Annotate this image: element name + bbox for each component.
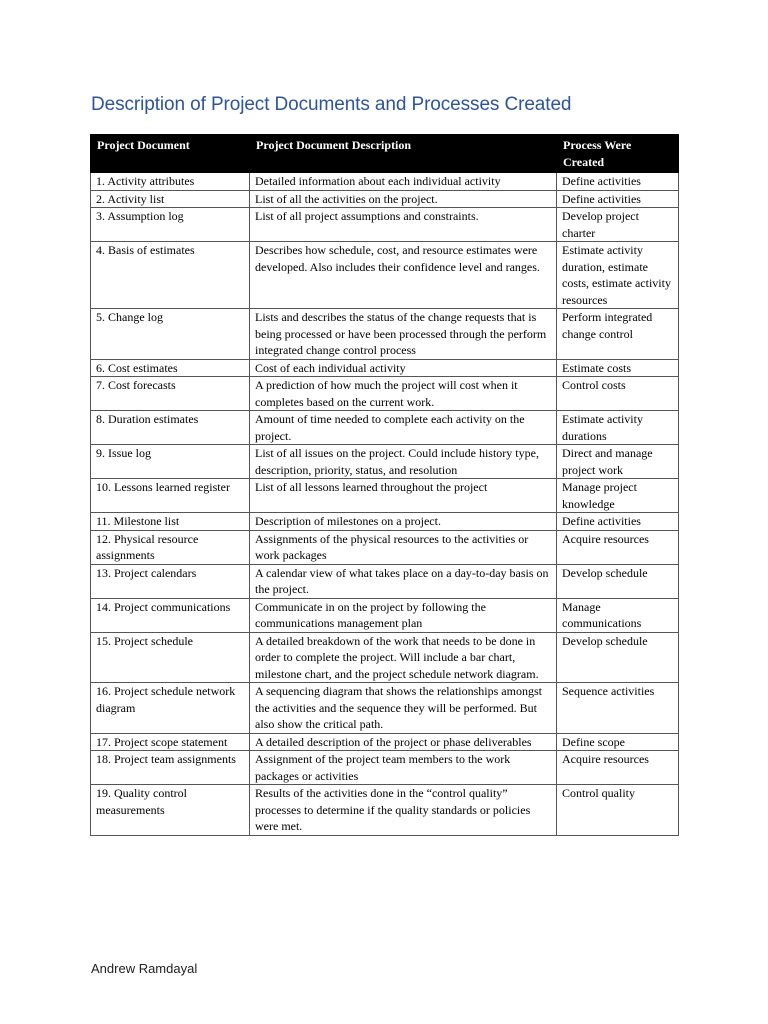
cell-document-description: A calendar view of what takes place on a day-to-day basis on the project. — [250, 564, 557, 598]
cell-document-description: Describes how schedule, cost, and resource estimates were developed. Also includes their confidence level and ranges. — [250, 242, 557, 309]
page-title: Description of Project Documents and Processes Created — [91, 94, 572, 115]
cell-document-description: List of all the activities on the project. — [250, 190, 557, 208]
table-row — [91, 564, 679, 598]
cell-document-description: Communicate in on the project by following the communications management plan — [250, 598, 557, 632]
table-row — [91, 751, 679, 785]
table-row — [91, 479, 679, 513]
cell-project-document: 14. Project communications — [91, 598, 250, 632]
cell-process-created: Define activities — [557, 513, 679, 531]
cell-process-created: Sequence activities — [557, 683, 679, 734]
cell-project-document: 2. Activity list — [91, 190, 250, 208]
cell-process-created: Estimate activity durations — [557, 411, 679, 445]
table-row — [91, 733, 679, 751]
cell-project-document: 15. Project schedule — [91, 632, 250, 683]
cell-project-document: 4. Basis of estimates — [91, 242, 250, 309]
table-row — [91, 530, 679, 564]
cell-document-description: Results of the activities done in the “control quality” processes to determine if the quality standards or policies were met. — [250, 785, 557, 836]
cell-process-created: Control costs — [557, 377, 679, 411]
cell-process-created: Direct and manage project work — [557, 445, 679, 479]
cell-process-created: Develop project charter — [557, 208, 679, 242]
cell-document-description: Amount of time needed to complete each activity on the project. — [250, 411, 557, 445]
cell-process-created: Define activities — [557, 190, 679, 208]
table-row — [91, 173, 679, 191]
table-row — [91, 411, 679, 445]
cell-process-created: Perform integrated change control — [557, 309, 679, 360]
cell-document-description: A sequencing diagram that shows the relationships amongst the activities and the sequence they will be performed. But also show the critical path. — [250, 683, 557, 734]
cell-process-created: Acquire resources — [557, 751, 679, 785]
cell-project-document: 5. Change log — [91, 309, 250, 360]
table-row — [91, 632, 679, 683]
cell-document-description: Lists and describes the status of the change requests that is being processed or have been processed through the perform integrated change control process — [250, 309, 557, 360]
header-process-created: Process Were Created — [557, 135, 679, 173]
table-row — [91, 208, 679, 242]
cell-process-created: Develop schedule — [557, 632, 679, 683]
cell-document-description: List of all project assumptions and constraints. — [250, 208, 557, 242]
cell-process-created: Define scope — [557, 733, 679, 751]
cell-project-document: 13. Project calendars — [91, 564, 250, 598]
table-body — [91, 173, 679, 836]
cell-process-created: Control quality — [557, 785, 679, 836]
cell-project-document: 16. Project schedule network diagram — [91, 683, 250, 734]
cell-document-description: List of all issues on the project. Could include history type, description, priority, status, and resolution — [250, 445, 557, 479]
cell-project-document: 17. Project scope statement — [91, 733, 250, 751]
cell-document-description: List of all lessons learned throughout the project — [250, 479, 557, 513]
table-row — [91, 359, 679, 377]
cell-project-document: 11. Milestone list — [91, 513, 250, 531]
cell-project-document: 3. Assumption log — [91, 208, 250, 242]
table-row — [91, 242, 679, 309]
footer-author: Andrew Ramdayal — [91, 961, 198, 976]
cell-document-description: Assignments of the physical resources to the activities or work packages — [250, 530, 557, 564]
cell-document-description: Assignment of the project team members to the work packages or activities — [250, 751, 557, 785]
table-row — [91, 190, 679, 208]
cell-project-document: 9. Issue log — [91, 445, 250, 479]
cell-document-description: Cost of each individual activity — [250, 359, 557, 377]
cell-project-document: 6. Cost estimates — [91, 359, 250, 377]
table-row — [91, 598, 679, 632]
header-project-document: Project Document — [91, 135, 250, 173]
cell-process-created: Acquire resources — [557, 530, 679, 564]
cell-project-document: 19. Quality control measurements — [91, 785, 250, 836]
cell-project-document: 12. Physical resource assignments — [91, 530, 250, 564]
cell-project-document: 18. Project team assignments — [91, 751, 250, 785]
cell-process-created: Manage project knowledge — [557, 479, 679, 513]
table-row — [91, 513, 679, 531]
documents-table — [90, 134, 679, 836]
cell-process-created: Manage communications — [557, 598, 679, 632]
table-row — [91, 785, 679, 836]
table-row — [91, 445, 679, 479]
cell-document-description: A detailed breakdown of the work that needs to be done in order to complete the project. Will include a bar chart, milestone chart, and the project schedule network diagram. — [250, 632, 557, 683]
cell-process-created: Estimate activity duration, estimate costs, estimate activity resources — [557, 242, 679, 309]
cell-process-created: Define activities — [557, 173, 679, 191]
cell-document-description: Detailed information about each individual activity — [250, 173, 557, 191]
cell-project-document: 8. Duration estimates — [91, 411, 250, 445]
cell-document-description: A detailed description of the project or phase deliverables — [250, 733, 557, 751]
cell-project-document: 1. Activity attributes — [91, 173, 250, 191]
table-row — [91, 377, 679, 411]
table-header-row — [91, 135, 679, 173]
cell-document-description: Description of milestones on a project. — [250, 513, 557, 531]
cell-process-created: Develop schedule — [557, 564, 679, 598]
cell-document-description: A prediction of how much the project will cost when it completes based on the current work. — [250, 377, 557, 411]
cell-process-created: Estimate costs — [557, 359, 679, 377]
table-row — [91, 683, 679, 734]
table-row — [91, 309, 679, 360]
cell-project-document: 7. Cost forecasts — [91, 377, 250, 411]
header-document-description: Project Document Description — [250, 135, 557, 173]
cell-project-document: 10. Lessons learned register — [91, 479, 250, 513]
